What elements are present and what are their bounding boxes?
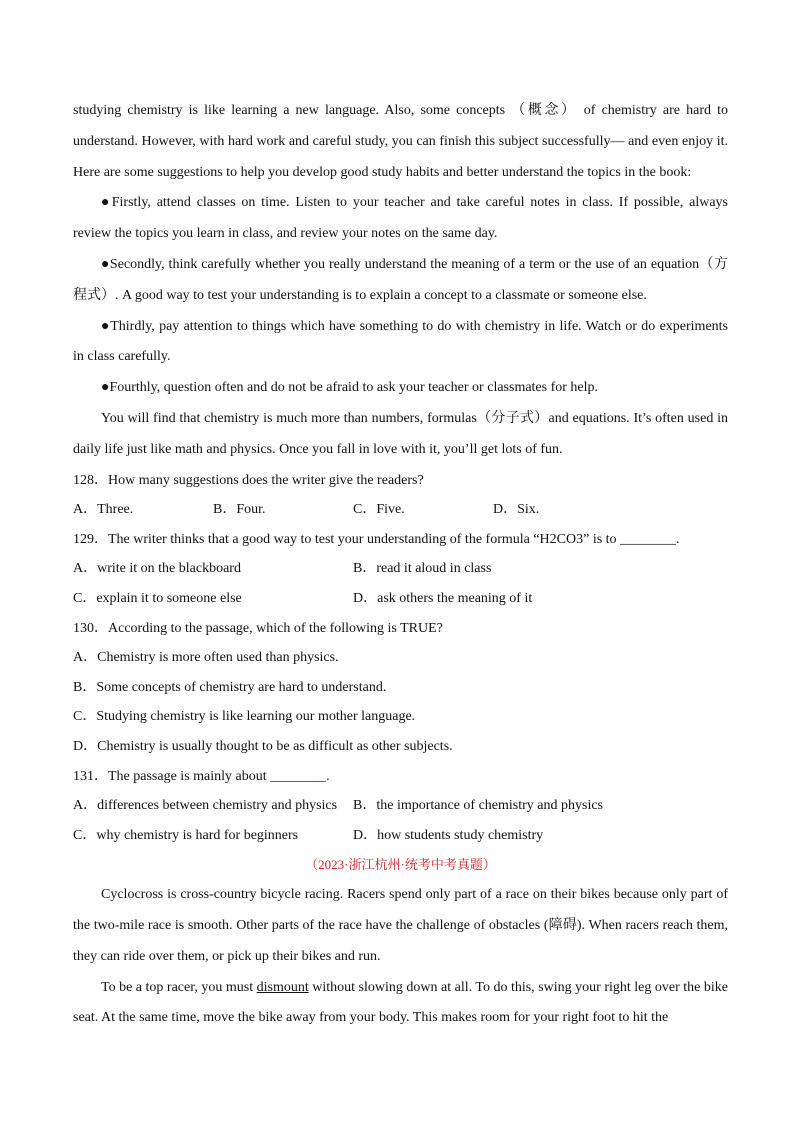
option-d[interactable]: D．Six. [493,502,540,518]
underlined-word-dismount: dismount [256,979,309,995]
suggestion-third: ●Thirdly, pay attention to things which have something to do with chemistry in life. Watch or do experiments in class carefully. [73,318,728,365]
option-b[interactable]: B．Four. [213,502,266,518]
option-d[interactable]: D．how students study chemistry [353,827,544,843]
question-129-options-row-1 [73,554,728,584]
question-128-options [73,495,728,525]
option-a[interactable]: A．write it on the blackboard [73,561,241,577]
passage1-paragraph-1: studying chemistry is like learning a new language. Also, some concepts （概念） of chemistry are hard to understand. However, with hard work and careful study, you can finish this subject successfully— and even enjoy it. Here are some suggestions to help you develop good study habits and better understand the topics in the book: [73,103,728,180]
option-c[interactable]: C．Studying chemistry is like learning our mother language. [73,709,416,725]
source-label: （2023·浙江杭州·统考中考真题） [305,857,496,873]
question-130-stem: 130．According to the passage, which of the following is TRUE? [73,620,443,636]
option-c[interactable]: C．Five. [353,502,405,518]
document-content [73,96,728,1034]
question-131-stem: 131．The passage is mainly about ________. [73,768,330,784]
option-b[interactable]: B．read it aloud in class [353,561,492,577]
passage1-conclusion: You will find that chemistry is much more than numbers, formulas（分子式）and equations. It’s often used in daily life just like math and physics. Once you fall in love with it, you’ll get lots of fun. [73,410,728,457]
option-d[interactable]: D．ask others the meaning of it [353,590,533,606]
suggestion-first: ●Firstly, attend classes on time. Listen to your teacher and take careful notes in class. If possible, always review the topics you learn in class, and review your notes on the same day. [73,195,728,242]
suggestion-second: ●Secondly, think carefully whether you really understand the meaning of a term or the use of an equation（方程式）. A good way to test your understanding is to explain a concept to a classmate or someone else. [73,256,728,303]
question-129-options-row-2 [73,584,728,614]
question-131-options-row-2 [73,821,728,851]
passage2-text-before: To be a top racer, you must [101,979,257,995]
option-c[interactable]: C．why chemistry is hard for beginners [73,827,299,843]
option-a[interactable]: A．differences between chemistry and physics [73,798,338,814]
question-129-stem: 129．The writer thinks that a good way to test your understanding of the formula “H2CO3” is to ________. [73,531,680,547]
option-b[interactable]: B．Some concepts of chemistry are hard to understand. [73,679,387,695]
passage2-paragraph-1: Cyclocross is cross-country bicycle racing. Racers spend only part of a race on their bikes because only part of the two-mile race is smooth. Other parts of the race have the challenge of obstacles (障碍). When racers reach them, they can ride over them, or pick up their bikes and run. [73,887,728,964]
option-c[interactable]: C．explain it to someone else [73,590,242,606]
suggestion-fourth: ●Fourthly, question often and do not be afraid to ask your teacher or classmates for help. [101,380,599,396]
passage2-paragraph-2 [73,973,728,1035]
question-128-stem: 128．How many suggestions does the writer give the readers? [73,472,424,488]
passage2-text-after: without slowing down at all. To do this, swing your right leg over the bike seat. At the same time, move the bike away from your body. This makes room for your right foot to hit the [73,979,728,1026]
question-131-options-row-1 [73,791,728,821]
option-a[interactable]: A．Three. [73,502,134,518]
option-a[interactable]: A．Chemistry is more often used than physics. [73,650,339,666]
option-b[interactable]: B．the importance of chemistry and physics [353,798,603,814]
option-d[interactable]: D．Chemistry is usually thought to be as difficult as other subjects. [73,738,453,754]
